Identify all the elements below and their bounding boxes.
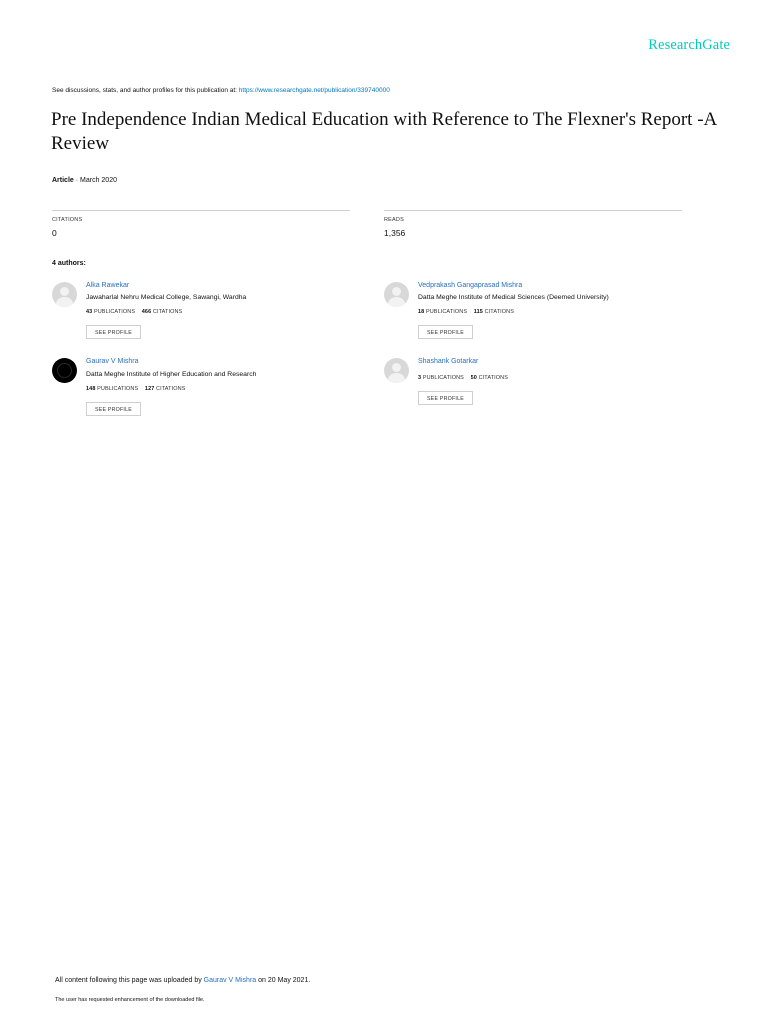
author-name-link[interactable]: Gaurav V Mishra	[86, 358, 139, 365]
upload-prefix: All content following this page was uploaded by	[55, 977, 204, 984]
author-institution: Jawaharlal Nehru Medical College, Sawangi, Wardha	[86, 294, 247, 301]
see-profile-button[interactable]: SEE PROFILE	[418, 325, 473, 339]
author-card	[52, 282, 372, 352]
reads-label: READS	[384, 217, 404, 223]
citations-count: 0	[52, 228, 57, 238]
publications-label: PUBLICATIONS	[97, 386, 139, 392]
publications-label: PUBLICATIONS	[93, 309, 136, 315]
author-card	[52, 358, 372, 428]
researchgate-logo[interactable]: ResearchGate	[648, 37, 730, 53]
publications-count: 148	[86, 386, 96, 392]
citations-count: 466	[141, 309, 152, 315]
citations-count: 127	[144, 386, 155, 392]
authors-heading: 4 authors:	[52, 260, 86, 267]
default-user-avatar-icon[interactable]	[384, 358, 409, 383]
default-user-avatar-icon[interactable]	[384, 282, 409, 307]
publication-type: Article	[52, 177, 74, 184]
publication-title: Pre Independence Indian Medical Education with Reference to The Flexner's Report -A Review	[51, 109, 717, 154]
publications-count: 43	[86, 309, 93, 315]
citations-divider	[52, 210, 350, 211]
citations-label: CITATIONS	[152, 309, 183, 315]
author-name-link[interactable]: Shashank Gotarkar	[418, 358, 479, 365]
citations-label: CITATIONS	[478, 375, 508, 381]
citations-count: 115	[473, 309, 483, 315]
author-card	[384, 282, 704, 352]
citations-label: CITATIONS	[484, 309, 514, 315]
author-name-link[interactable]: Alka Rawekar	[86, 282, 130, 289]
citations-count: 50	[470, 375, 477, 381]
default-user-avatar-icon[interactable]	[52, 282, 77, 307]
author-name-link[interactable]: Vedprakash Gangaprasad Mishra	[418, 282, 523, 289]
upload-suffix: on 20 May 2021.	[256, 977, 311, 984]
publication-date: · March 2020	[73, 177, 117, 184]
discussion-line	[52, 87, 390, 94]
publications-count: 18	[418, 309, 425, 315]
author-stats	[86, 309, 182, 315]
see-profile-button[interactable]: SEE PROFILE	[418, 391, 473, 405]
see-profile-button[interactable]: SEE PROFILE	[86, 402, 141, 416]
upload-notice	[55, 977, 310, 984]
publication-meta	[52, 177, 117, 184]
reads-divider	[384, 210, 682, 211]
author-stats	[86, 386, 185, 392]
author-card	[384, 358, 704, 428]
citations-label: CITATIONS	[156, 386, 186, 392]
uploader-link[interactable]: Gaurav V Mishra	[203, 977, 257, 984]
publication-link[interactable]: https://www.researchgate.net/publication/339740000	[238, 87, 390, 94]
publications-label: PUBLICATIONS	[422, 375, 464, 381]
author-stats	[418, 375, 508, 381]
publications-label: PUBLICATIONS	[425, 309, 468, 315]
citations-label: CITATIONS	[52, 217, 83, 223]
profile-photo-avatar[interactable]	[52, 358, 77, 383]
see-profile-button[interactable]: SEE PROFILE	[86, 325, 141, 339]
discussion-prefix: See discussions, stats, and author profiles for this publication at:	[52, 87, 239, 94]
author-institution: Datta Meghe Institute of Medical Sciences (Deemed University)	[418, 294, 609, 301]
author-stats	[418, 309, 514, 315]
author-institution: Datta Meghe Institute of Higher Education and Research	[86, 371, 257, 378]
publications-count: 3	[418, 375, 422, 381]
reads-count: 1,356	[384, 228, 406, 238]
enhancement-note: The user has requested enhancement of the downloaded file.	[55, 997, 205, 1003]
